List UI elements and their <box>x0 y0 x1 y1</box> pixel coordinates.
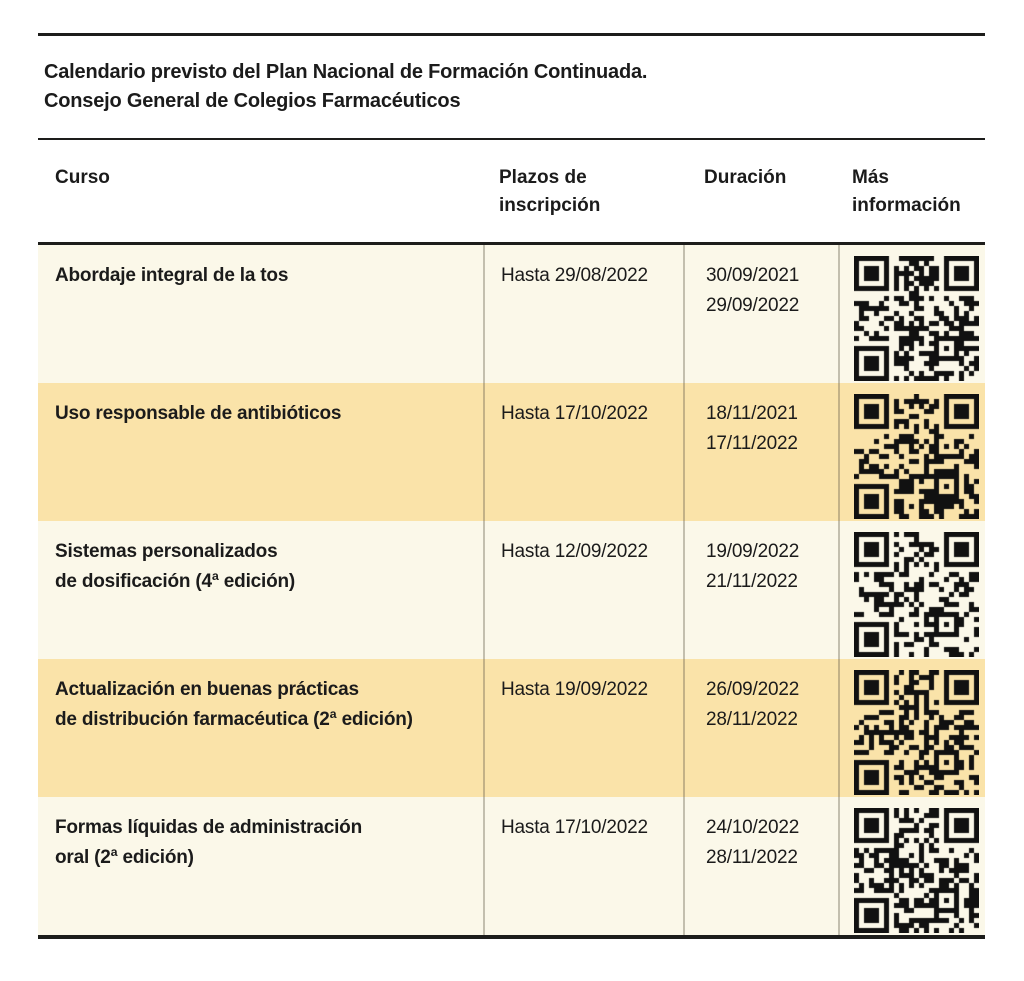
title-line-1: Calendario previsto del Plan Nacional de Formación Continuada. <box>44 61 648 83</box>
cell-mas-informacion <box>838 797 985 935</box>
top-rule <box>38 33 985 36</box>
table-row <box>38 521 985 659</box>
cell-plazos: Hasta 12/09/2022 <box>483 521 683 659</box>
cell-plazos: Hasta 19/09/2022 <box>483 659 683 797</box>
document-page <box>38 0 985 939</box>
qr-code-icon <box>854 670 979 795</box>
column-header-curso: Curso <box>55 167 110 188</box>
qr-code-icon <box>854 808 979 933</box>
table-row <box>38 245 985 383</box>
page-title <box>44 58 985 116</box>
qr-code-icon <box>854 532 979 657</box>
cell-duracion: 26/09/2022 28/11/2022 <box>683 659 838 797</box>
cell-mas-informacion <box>838 245 985 383</box>
cell-duracion: 30/09/2021 29/09/2022 <box>683 245 838 383</box>
cell-mas-informacion <box>838 521 985 659</box>
cell-curso: Formas líquidas de administración oral (2ª edición) <box>55 817 362 868</box>
title-line-2: Consejo General de Colegios Farmacéuticos <box>44 90 461 112</box>
column-header-duracion: Duración <box>704 167 787 188</box>
cell-mas-informacion <box>838 383 985 521</box>
cell-duracion: 18/11/2021 17/11/2022 <box>683 383 838 521</box>
cell-mas-informacion <box>838 659 985 797</box>
qr-code-icon <box>854 256 979 381</box>
table-row <box>38 659 985 797</box>
cell-plazos: Hasta 29/08/2022 <box>483 245 683 383</box>
cell-curso: Uso responsable de antibióticos <box>55 403 342 424</box>
cell-duracion: 19/09/2022 21/11/2022 <box>683 521 838 659</box>
cell-plazos: Hasta 17/10/2022 <box>483 797 683 935</box>
table-body <box>38 245 985 939</box>
table-row <box>38 383 985 521</box>
cell-plazos: Hasta 17/10/2022 <box>483 383 683 521</box>
cell-curso: Sistemas personalizados de dosificación (4ª edición) <box>55 541 296 592</box>
cell-curso: Abordaje integral de la tos <box>55 265 289 286</box>
table-header-row <box>38 140 985 245</box>
cell-duracion: 24/10/2022 28/11/2022 <box>683 797 838 935</box>
cell-curso: Actualización en buenas prácticas de distribución farmacéutica (2ª edición) <box>55 679 413 730</box>
qr-code-icon <box>854 394 979 519</box>
table-row <box>38 797 985 935</box>
column-header-plazos: Plazos de inscripción <box>499 167 601 216</box>
column-header-mas-informacion: Más información <box>852 167 961 216</box>
